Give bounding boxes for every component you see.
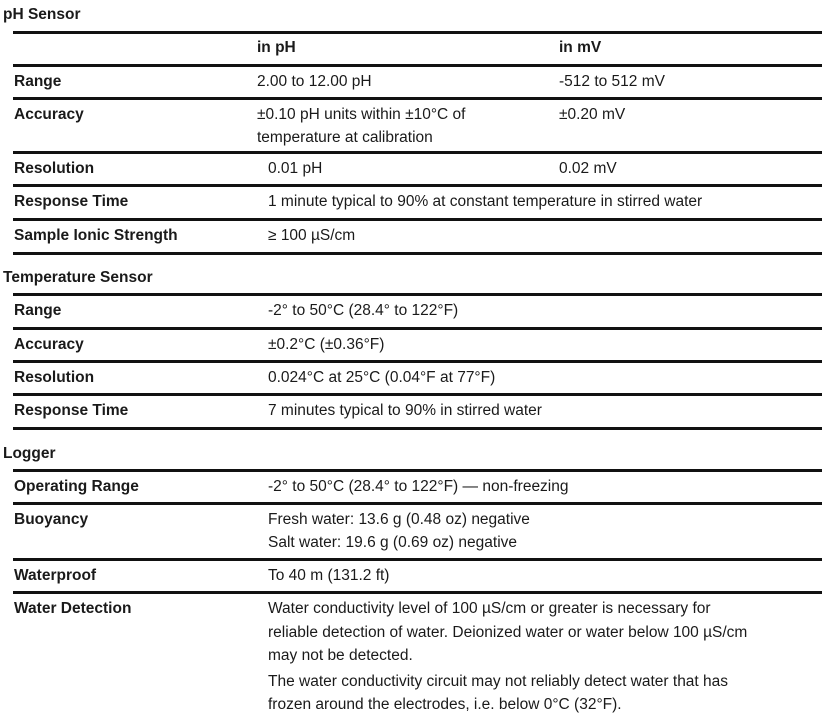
row-value-water-detection-line2: reliable detection of water. Deionized water or water below 100 µS/cm [268,624,748,641]
divider [13,151,822,154]
row-value-water-detection-line3: may not be detected. [268,647,413,664]
divider [13,558,822,561]
row-value-water-detection-line4: The water conductivity circuit may not reliably detect water that has [268,673,729,690]
divider [13,469,822,472]
row-value-accuracy-mv: ±0.20 mV [559,106,626,123]
divider [13,97,822,100]
section-title-temperature-sensor: Temperature Sensor [3,269,153,286]
divider [13,327,822,330]
row-value-accuracy-ph-line2: temperature at calibration [257,129,433,146]
row-value-response-time: 1 minute typical to 90% at constant temperature in stirred water [268,193,703,210]
divider [13,218,822,221]
row-label-response-time: Response Time [14,402,129,419]
row-value-sample-ionic-strength: ≥ 100 µS/cm [268,227,356,244]
divider [13,31,822,34]
row-label-buoyancy: Buoyancy [14,511,89,528]
row-value-water-detection-line1: Water conductivity level of 100 µS/cm or greater is necessary for [268,600,711,617]
section-title-logger: Logger [3,445,56,462]
row-value-buoyancy-salt: Salt water: 19.6 g (0.69 oz) negative [268,534,518,551]
section-title-ph-sensor: pH Sensor [3,6,81,23]
row-value-buoyancy-fresh: Fresh water: 13.6 g (0.48 oz) negative [268,511,530,528]
row-label-resolution: Resolution [14,160,95,177]
divider [13,427,822,430]
row-label-range: Range [14,73,62,90]
row-label-resolution: Resolution [14,369,95,386]
row-label-response-time: Response Time [14,193,129,210]
divider [13,591,822,594]
row-value-water-detection-line5: frozen around the electrodes, i.e. below 0°C (32°F). [268,696,622,713]
divider [13,293,822,296]
column-header-ph: in pH [257,39,296,56]
row-value-range: -2° to 50°C (28.4° to 122°F) [268,302,459,319]
row-label-operating-range: Operating Range [14,478,139,495]
column-header-mv: in mV [559,39,602,56]
row-label-range: Range [14,302,62,319]
row-value-resolution: 0.024°C at 25°C (0.04°F at 77°F) [268,369,496,386]
divider [13,64,822,67]
row-label-waterproof: Waterproof [14,567,97,584]
row-value-resolution-mv: 0.02 mV [559,160,617,177]
row-value-range-mv: -512 to 512 mV [559,73,665,90]
row-value-waterproof: To 40 m (131.2 ft) [268,567,390,584]
row-label-accuracy: Accuracy [14,336,84,353]
row-value-accuracy: ±0.2°C (±0.36°F) [268,336,385,353]
row-value-operating-range: -2° to 50°C (28.4° to 122°F) — non-freezing [268,478,569,495]
row-value-range-ph: 2.00 to 12.00 pH [257,73,372,90]
divider [13,360,822,363]
row-label-water-detection: Water Detection [14,600,132,617]
row-value-accuracy-ph-line1: ±0.10 pH units within ±10°C of [257,106,466,123]
row-value-response-time: 7 minutes typical to 90% in stirred water [268,402,542,419]
divider [13,502,822,505]
divider [13,393,822,396]
row-label-sample-ionic-strength: Sample Ionic Strength [14,227,178,244]
divider [13,184,822,187]
divider [13,252,822,255]
row-label-accuracy: Accuracy [14,106,84,123]
row-value-resolution-ph: 0.01 pH [268,160,323,177]
